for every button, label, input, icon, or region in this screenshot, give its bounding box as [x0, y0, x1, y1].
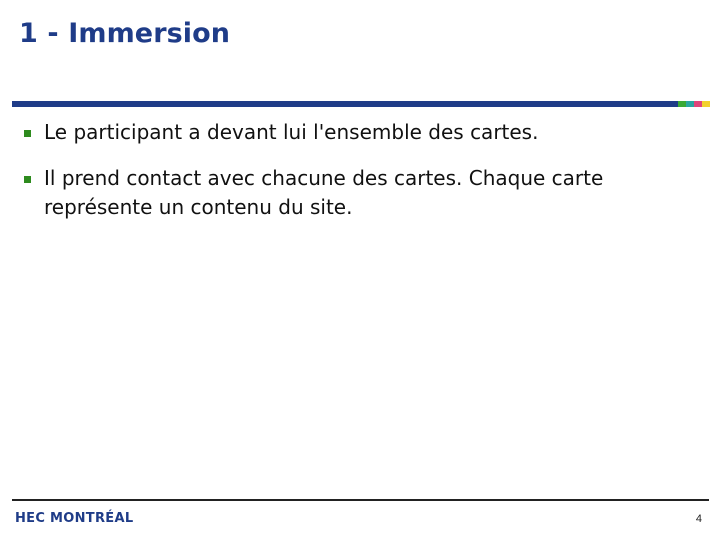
- accent-teal: [686, 101, 694, 107]
- accent-pink: [694, 101, 702, 107]
- square-bullet-icon: [24, 176, 31, 183]
- accent-yellow: [702, 101, 710, 107]
- bullet-item: [24, 118, 664, 147]
- hec-montreal-logo: HEC MONTRÉAL: [15, 511, 134, 526]
- bullet-text: Le participant a devant lui l'ensemble des cartes.: [44, 120, 539, 144]
- square-bullet-icon: [24, 130, 31, 137]
- bullet-item: [24, 164, 664, 222]
- title-underline-bar: [12, 101, 678, 107]
- bullet-text: Il prend contact avec chacune des cartes. Chaque carte représente un contenu du site.: [44, 166, 604, 219]
- bullet-list: [24, 118, 664, 239]
- footer-divider: [12, 499, 709, 501]
- page-number: 4: [695, 513, 702, 525]
- slide-title: 1 - Immersion: [19, 18, 231, 49]
- accent-green: [678, 101, 686, 107]
